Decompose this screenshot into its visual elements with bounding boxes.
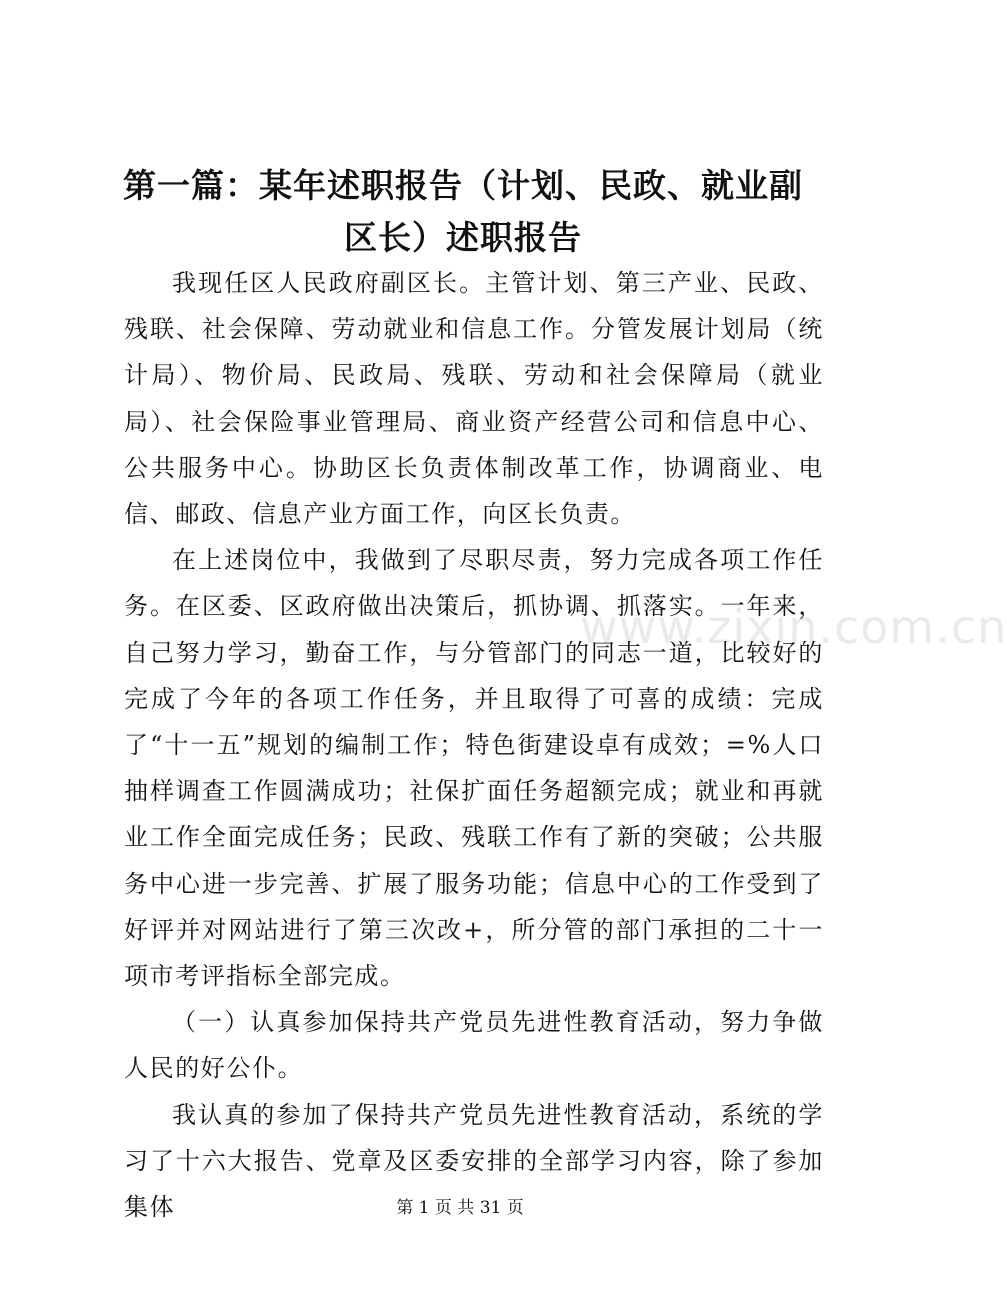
paragraph-intro: 我现任区人民政府副区长。主管计划、第三产业、民政、残联、社会保障、劳动就业和信息工作。分管发展计划局（统计局）、物价局、民政局、残联、劳动和社会保障局（就业局）、社会保险事业管理局、商业资产经营公司和信息中心、公共服务中心。协助区长负责体制改革工作，协调商业、电信、邮政、信息产业方面工作，向区长负责。 [124, 269, 824, 529]
document-title: 第一篇：某年述职报告（计划、民政、就业副区长）述职报告 [123, 166, 803, 257]
paragraph-achievements: 在上述岗位中，我做到了尽职尽责，努力完成各项工作任务。在区委、区政府做出决策后，抓协调、抓落实。一年来，自己努力学习，勤奋工作，与分管部门的同志一道，比较好的完成了今年的各项工作任务，并且取得了可喜的成绩：完成了“十一五”规划的编制工作；特色街建设卓有成效；=%人口抽样调查工作圆满成功；社保扩面任务超额完成；就业和再就业工作全面完成任务；民政、残联工作有了新的突破；公共服务中心进一步完善、扩展了服务功能；信息中心的工作受到了好评并对网站进行了第三次改+，所分管的部门承担的二十一项市考评指标全部完成。 [124, 546, 824, 991]
page-number-footer: 第 1 页 共 31 页 [396, 1198, 524, 1218]
watermark: www.zixin.com.cn [580, 600, 1007, 654]
paragraph-section-heading: （一）认真参加保持共产党员先进性教育活动，努力争做人民的好公仆。 [124, 1008, 824, 1083]
document-body [124, 260, 824, 1230]
paragraph-study: 我认真的参加了保持共产党员先进性教育活动，系统的学习了十六大报告、党章及区委安排的全部学习内容，除了参加集体 [124, 1100, 824, 1222]
